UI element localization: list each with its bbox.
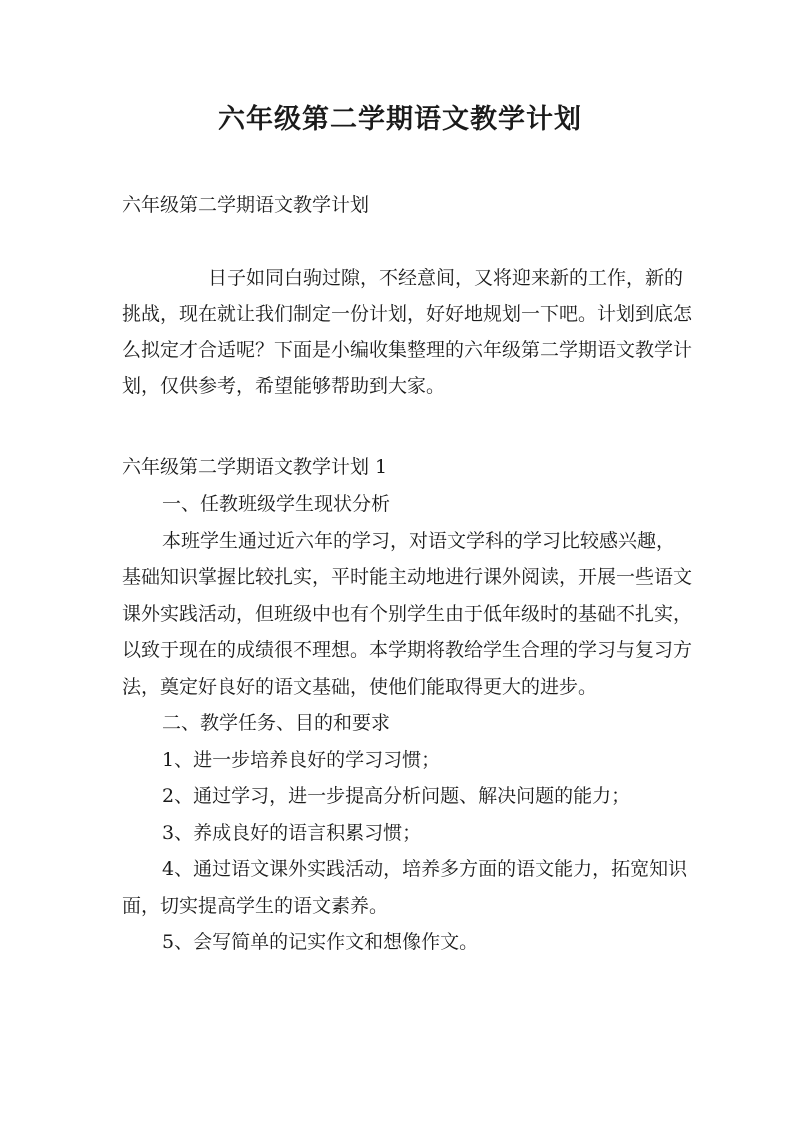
heading-tasks: 二、教学任务、目的和要求 — [162, 712, 391, 734]
analysis-text: 本班学生通过近六年的学习，对语文学科的学习比较感兴趣，基础知识掌握比较扎实，平时能主动地进行课外阅读，开展一些语文课外实践活动，但班级中也有个别学生由于低年级时的基础不扎实，以致于现在的成绩很不理想。本学期将教给学生合理的学习与复习方法，奠定好良好的语文基础，使他们能取得更大的进步。 — [122, 529, 693, 698]
document-subtitle: 六年级第二学期语文教学计划 — [122, 194, 370, 216]
list-item — [122, 851, 692, 924]
list-item: 1、进一步培养良好的学习习惯； — [162, 748, 441, 771]
intro-paragraph — [122, 260, 692, 404]
list-item-text: 4、通过语文课外实践活动，培养多方面的语文能力，拓宽知识面，切实提高学生的语文素养。 — [122, 858, 688, 917]
document-body — [122, 486, 692, 961]
list-item: 5、会写简单的记实作文和想像作文。 — [162, 931, 479, 953]
list-item: 3、养成良好的语言积累习惯； — [162, 821, 422, 844]
section-title: 六年级第二学期语文教学计划 1 — [122, 456, 388, 478]
document-title: 六年级第二学期语文教学计划 — [218, 104, 582, 135]
list-item: 2、通过学习，进一步提高分析问题、解决问题的能力； — [162, 785, 631, 807]
intro-text: 日子如同白驹过隙，不经意间，又将迎来新的工作，新的挑战，现在就让我们制定一份计划，好好地规划一下吧。计划到底怎么拟定才合适呢？下面是小编收集整理的六年级第二学期语文教学计划，仅供参考，希望能够帮助到大家。 — [122, 267, 693, 397]
heading-analysis: 一、任教班级学生现状分析 — [162, 493, 391, 515]
analysis-paragraph — [122, 523, 692, 706]
